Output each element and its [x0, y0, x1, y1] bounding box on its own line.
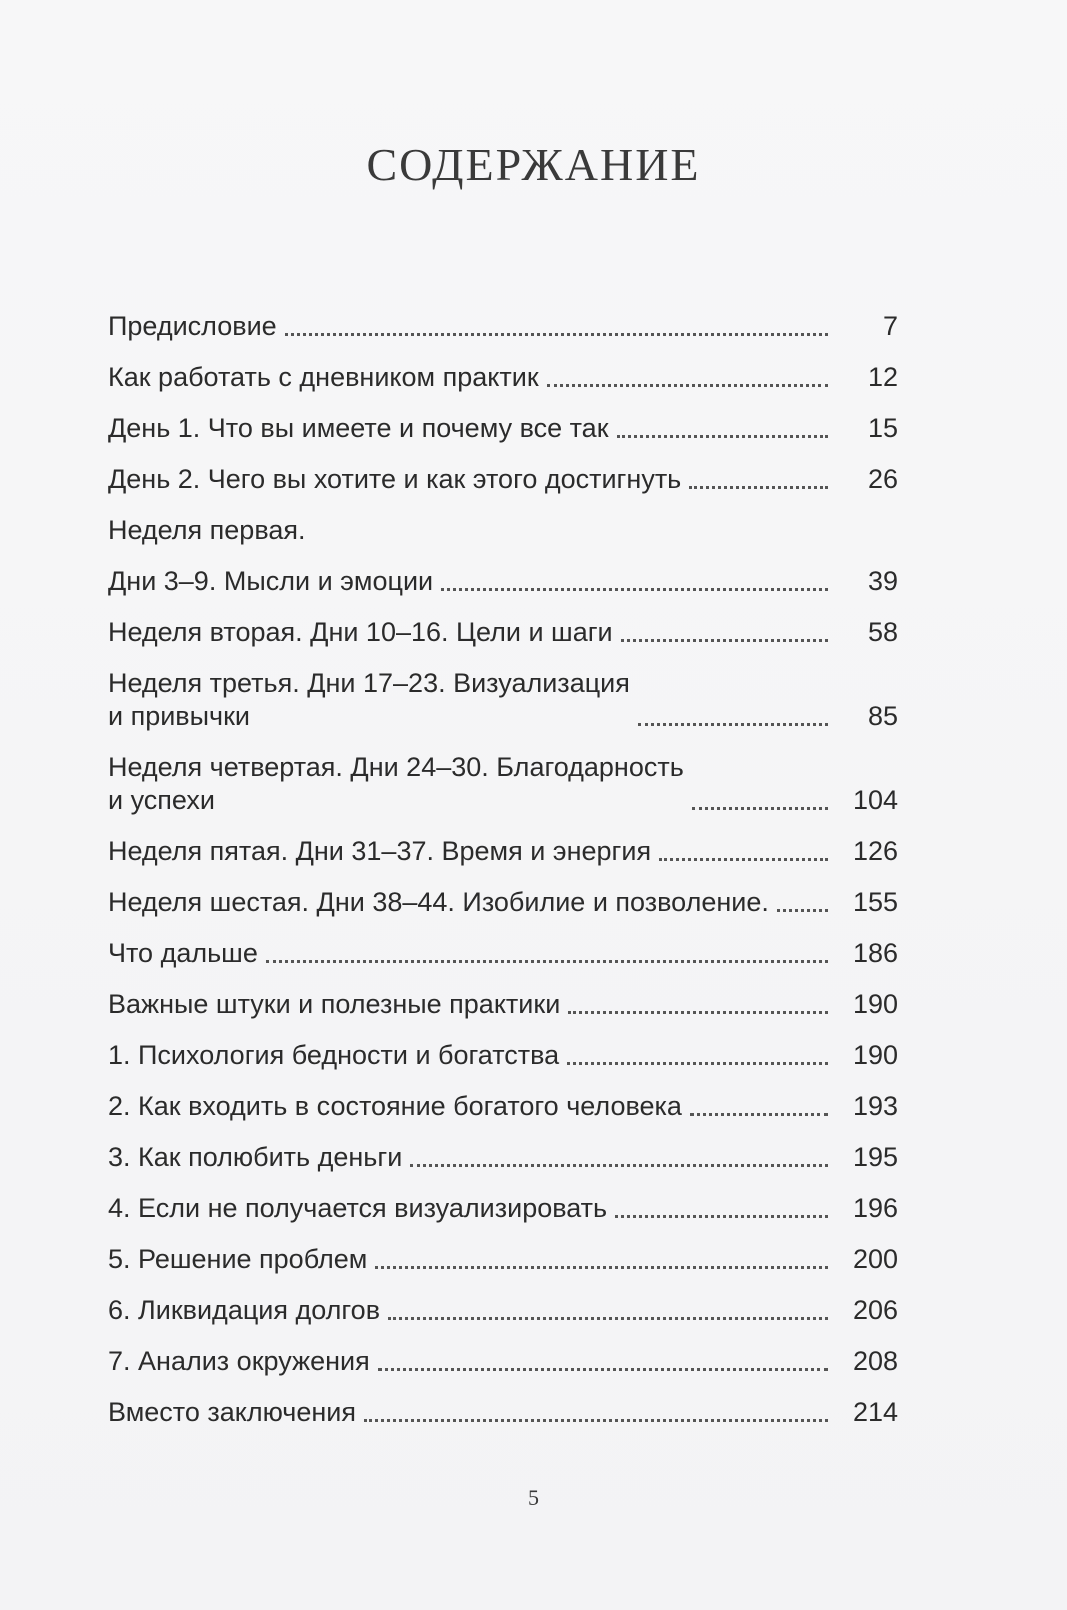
page-title: СОДЕРЖАНИЕ [366, 139, 701, 190]
dot-leader [375, 1266, 828, 1269]
toc-entry-title: День 2. Чего вы хотите и как этого достигнуть [108, 464, 682, 494]
toc-entry-page: 190 [852, 1040, 898, 1070]
toc-entry-page: 190 [852, 989, 898, 1019]
dot-leader [441, 588, 828, 591]
toc-entry-page: 15 [867, 413, 898, 443]
toc-entry-page: 26 [867, 464, 898, 494]
toc-entry-page: 85 [867, 701, 898, 731]
toc-entry-title: 2. Как входить в состояние богатого человека [108, 1091, 682, 1121]
toc-entry [108, 1294, 898, 1327]
toc-entry [108, 361, 898, 394]
table-of-contents [108, 310, 898, 1447]
toc-entry-page: 214 [852, 1397, 898, 1427]
toc-entry-title: 4. Если не получается визуализировать [108, 1193, 608, 1223]
dot-leader [547, 384, 828, 387]
toc-entry-title: Как работать с дневником практик [108, 362, 539, 392]
toc-entry-page: 193 [852, 1091, 898, 1121]
toc-entry [108, 514, 898, 547]
toc-entry-title: Предисловие [108, 311, 277, 341]
toc-entry-title: Важные штуки и полезные практики [108, 989, 561, 1019]
toc-entry [108, 1345, 898, 1378]
toc-entry-page: 104 [852, 785, 898, 815]
dot-leader [266, 960, 828, 963]
toc-entry-page: 186 [852, 938, 898, 968]
toc-entry-page: 196 [852, 1193, 898, 1223]
toc-entry [108, 463, 898, 496]
toc-entry [108, 667, 898, 733]
toc-entry-title: 5. Решение проблем [108, 1244, 368, 1274]
toc-entry [108, 751, 898, 817]
toc-entry-title: Неделя шестая. Дни 38–44. Изобилие и позволение. [108, 887, 769, 917]
dot-leader [568, 1011, 828, 1014]
dot-leader [690, 1113, 828, 1116]
toc-entry-page: 126 [852, 836, 898, 866]
dot-leader [388, 1317, 828, 1320]
dot-leader [692, 807, 828, 810]
dot-leader [567, 1062, 828, 1065]
dot-leader [689, 486, 828, 489]
toc-entry [108, 1243, 898, 1276]
toc-entry [108, 1396, 898, 1429]
toc-entry [108, 616, 898, 649]
toc-entry-title: Дни 3–9. Мысли и эмоции [108, 566, 434, 596]
toc-entry-title: Неделя вторая. Дни 10–16. Цели и шаги [108, 617, 613, 647]
toc-entry [108, 886, 898, 919]
toc-entry-title: Неделя третья. Дни 17–23. Визуализация и привычки [108, 668, 630, 731]
toc-entry [108, 988, 898, 1021]
toc-entry-title: 1. Психология бедности и богатства [108, 1040, 560, 1070]
toc-entry-title: Неделя первая. [108, 515, 306, 545]
dot-leader [659, 858, 828, 861]
toc-entry [108, 1039, 898, 1072]
toc-entry-page: 12 [867, 362, 898, 392]
toc-entry [108, 565, 898, 598]
toc-entry-title: Неделя четвертая. Дни 24–30. Благодарность и успехи [108, 752, 684, 815]
dot-leader [638, 723, 828, 726]
toc-entry-title: Неделя пятая. Дни 31–37. Время и энергия [108, 836, 652, 866]
dot-leader [617, 435, 828, 438]
dot-leader [615, 1215, 828, 1218]
toc-entry-page: 39 [867, 566, 898, 596]
dot-leader [410, 1164, 828, 1167]
toc-entry-page: 155 [852, 887, 898, 917]
dot-leader [621, 639, 828, 642]
toc-entry [108, 835, 898, 868]
dot-leader [777, 909, 828, 912]
dot-leader [285, 333, 828, 336]
toc-entry-title: 7. Анализ окружения [108, 1346, 370, 1376]
toc-entry-page: 58 [867, 617, 898, 647]
dot-leader [364, 1419, 828, 1422]
page-number: 5 [528, 1485, 539, 1510]
toc-entry [108, 412, 898, 445]
toc-entry-page: 200 [852, 1244, 898, 1274]
toc-entry-page: 195 [852, 1142, 898, 1172]
toc-entry-page: 208 [852, 1346, 898, 1376]
toc-entry-title: Вместо заключения [108, 1397, 356, 1427]
toc-entry-page: 7 [882, 311, 898, 341]
toc-entry [108, 1192, 898, 1225]
toc-entry-title: 6. Ликвидация долгов [108, 1295, 381, 1325]
toc-entry [108, 1090, 898, 1123]
toc-entry-title: Что дальше [108, 938, 258, 968]
toc-entry [108, 310, 898, 343]
toc-entry [108, 937, 898, 970]
dot-leader [378, 1368, 828, 1371]
toc-entry [108, 1141, 898, 1174]
toc-entry-title: 3. Как полюбить деньги [108, 1142, 403, 1172]
toc-entry-page: 206 [852, 1295, 898, 1325]
toc-entry-title: День 1. Что вы имеете и почему все так [108, 413, 609, 443]
